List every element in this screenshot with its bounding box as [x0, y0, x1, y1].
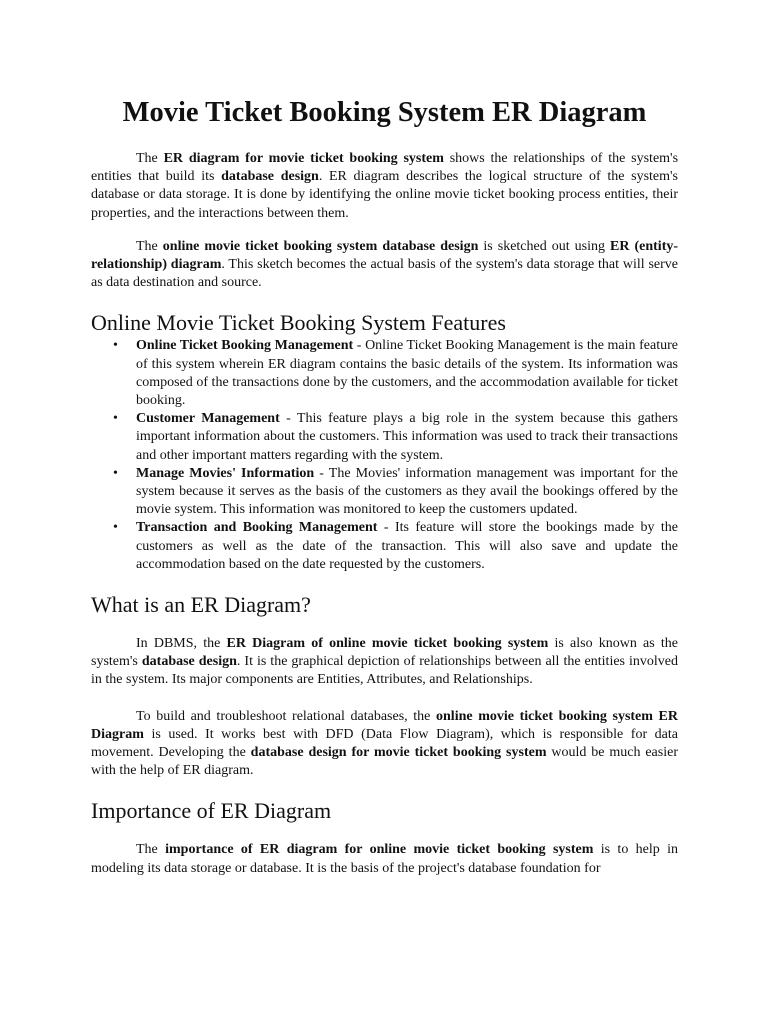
bullet-icon: • [113, 338, 118, 354]
what-paragraph-1: In DBMS, the ER Diagram of online movie ticket booking system is also known as the system's database design. It is the graphical depiction of relationships between all the entities involved in the system. Its major components are Entities, Attributes, and Relationships. [91, 636, 679, 688]
feature-title: Customer Management [136, 411, 280, 427]
what-paragraph-2: To build and troubleshoot relational databases, the online movie ticket booking system ER Diagram is used. It works best with DFD (Data Flow Diagram), which is responsible for data movement. Developing the database design for movie ticket booking system would be much easier with the help of ER diagram. [91, 708, 679, 779]
bullet-icon: • [113, 520, 118, 536]
bullet-icon: • [113, 411, 118, 427]
feature-text: - Online Ticket Booking Management is the main feature of this system wherein ER diagram contains the basic details of the system. Its information was composed of the transactions done by the customers, and the accommodation available for ticket booking. [136, 338, 678, 409]
feature-text: - This feature plays a big role in the system because this gathers important information about the customers. This information was used to track their transactions and other important matters regarding with the system. [136, 411, 678, 463]
bold-phrase: database design [141, 654, 237, 670]
feature-title: Transaction and Booking Management [136, 520, 378, 536]
intro-paragraph-2: The online movie ticket booking system database design is sketched out using ER (entity-relationship) diagram. This sketch becomes the actual basis of the system's data storage that will serve as data destination and source. [91, 238, 679, 291]
bold-phrase: database design [221, 169, 319, 185]
importance-paragraph-1: The importance of ER diagram for online movie ticket booking system is to help in modeling its data storage or database. It is the basis of the project's database foundation for [91, 842, 679, 876]
feature-title: Online Ticket Booking Management [136, 338, 354, 354]
document-page [91, 0, 678, 878]
features-list [91, 337, 678, 574]
feature-title: Manage Movies' Information [136, 465, 315, 481]
bold-phrase: ER diagram for movie ticket booking system [163, 151, 444, 166]
bold-phrase: ER (entity-relationship) diagram [91, 238, 679, 273]
bullet-icon: • [113, 465, 118, 481]
page-title: Movie Ticket Booking System ER Diagram [122, 97, 647, 128]
list-item [91, 410, 678, 465]
intro-paragraph-1: The ER diagram for movie ticket booking system shows the relationships of the system's entities that build its database design. ER diagram describes the logical structure of the system's database or data storage. It is done by identifying the online movie ticket booking process entities, their properties, and the interactions between them. [91, 151, 679, 221]
what-heading: What is an ER Diagram? [91, 592, 311, 618]
importance-heading: Importance of ER Diagram [91, 798, 332, 824]
list-item [91, 519, 678, 574]
feature-text: - Its feature will store the bookings made by the customers as well as the date of the transaction. This will also save and update the accommodation based on the date requested by the customers. [136, 520, 679, 572]
list-item [91, 465, 678, 520]
bold-phrase: database design for movie ticket booking system [250, 745, 547, 761]
features-heading: Online Movie Ticket Booking System Features [91, 310, 506, 336]
bold-phrase: online movie ticket booking system ER Diagram [91, 708, 679, 742]
list-item [91, 337, 678, 410]
feature-text: - The Movies' information management was important for the system because it serves as the basis of the customers as they avail the bookings offered by the movie system. This information was monitored to keep the customers updated. [136, 465, 679, 518]
bold-phrase: ER Diagram of online movie ticket booking system [226, 636, 549, 652]
bold-phrase: importance of ER diagram for online movie ticket booking system [165, 842, 594, 858]
bold-phrase: online movie ticket booking system database design [162, 238, 479, 254]
